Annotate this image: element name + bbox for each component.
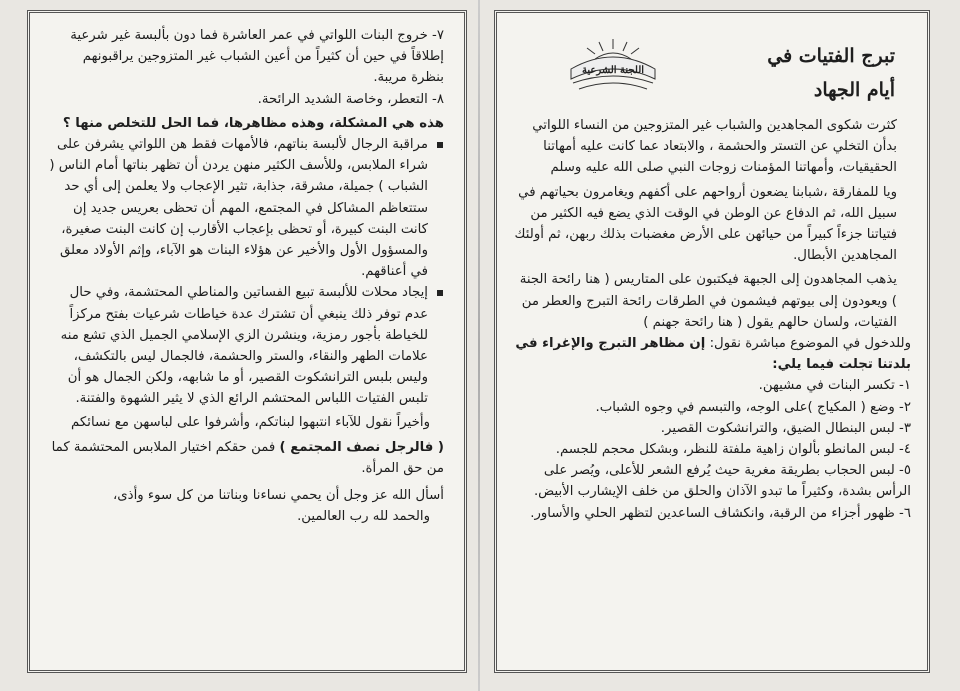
topic-intro: وللدخول في الموضوع مباشرة نقول: [705, 336, 911, 352]
final-line: والحمد لله رب العالمين. [297, 509, 430, 525]
closing-quote-paragraph [48, 437, 444, 479]
cause-item: ٢- وضع ( المكياج )على الوجه، والتبسم في وجوه الشباب. [595, 399, 911, 415]
topic-paragraph [513, 333, 911, 375]
solution-question: هذه هي المشكلة، وهذه مظاهرها، فما الحل للتخلص منها ؟ [62, 115, 444, 131]
solution-item: مراقبة الرجال لألبسة بناتهم، فالأمهات فقط هن اللواتي يشرفن على شراء الملابس، وللأسف الكثير منهن يردن أن تظهر بناتها أمام الناس ( الشباب ) جميلة، مشرقة، جذابة، تثير الإعجاب ولا يعلمن إلى أي حد ستتعاظم المشاكل في المجتمع، المهم أن تحظى بعريس جديد إن كانت البنت كبيرة، أو تحظى بإعجاب الأقارب إن كانت البنت صغيرة، والمسؤول الأول والأخير عن هؤلاء البنات هو الآباء، وإثم الأولاد معلق في أعناقهم. [48, 134, 428, 282]
cause-item: ٦- ظهور أجزاء من الرقبة، وانكشاف الساعدين لتظهر الحلي والأساور. [530, 505, 911, 521]
topic-heading: إن مظاهر التبرج والإغراء في بلدتنا تجلت فيما يلي: [515, 336, 911, 373]
closing-quote-rest: فمن حقكم اختيار الملابس المحتشمة كما من حق المرأة. [51, 439, 444, 477]
page-fold [478, 0, 480, 691]
intro-paragraph: كثرت شكوى المجاهدين والشباب غير المتزوجين من النساء اللواتي بدأن التخلي عن التستر والحشمة ، والابتعاد عما كانت عليه أمهاتنا الحقيقيات، وأمهاتنا المؤمنات زوجات النبي صلى الله عليه وسلم [532, 118, 897, 176]
prayer-line: أسأل الله عز وجل أن يحمي نساءنا وبناتنا من كل سوء وأذى، [112, 488, 444, 504]
cause-item: ٥- لبس الحجاب بطريقة مغرية حيث يُرفع الشعر للأعلى، ويُصر على الرأس بشدة، وكثيراً ما تبدو الآذان والحلق من خلف الإيشارب الأبيض. [533, 463, 911, 500]
left-page [27, 10, 467, 673]
cause-item: ٤- لبس المانطو بألوان زاهية ملفتة للنظر، وبشكل محجم للجسم. [555, 442, 911, 458]
committee-logo-icon [565, 35, 661, 97]
causes-list [513, 375, 911, 523]
cause-item: ١- تكسر البنات في مشيهن. [758, 378, 911, 394]
closing-paragraph: وأخيراً نقول للآباء انتبهوا لبناتكم، وأشرفوا على لباسهن مع نسائكم [71, 414, 430, 430]
page-title-line2: أيام الجهاد [813, 79, 895, 101]
cause-item-8: ٨- التعطر، وخاصة الشديد الرائحة. [257, 91, 444, 107]
front-paragraph: يذهب المجاهدون إلى الجبهة فيكتبون على المتاريس ( هنا رائحة الجنة ) ويعودون إلى بيوتهم فيشمون في الطرقات رائحة التبرج والعطر من الفتيات، ولسان حالهم يقول ( هنا رائحة جهنم ) [519, 272, 897, 330]
cause-item: ٣- لبس البنطال الضيق، والترانشكوت القصير. [660, 420, 911, 436]
page-header [513, 27, 911, 115]
logo-text: اللجنة الشرعية [581, 65, 645, 76]
right-page [494, 10, 930, 673]
solution-item: إيجاد محلات للألبسة تبيع الفساتين والمناطي المحتشمة، وفي حال عدم توفر ذلك ينبغي أن تشترك عدة خياطات شرعيات بفتح مركزاً للخياطة بأجور رمزية، وينشرن الزي الإسلامي الجميل الذي تشع منه علامات الطهر والنقاء، والستر والحشمة، فالجمال ليس بالتكشف، وليس بلبس الترانشكوت القصير، أو ما شابهه، ولكن الجمال هو أن تلبس الفتيات اللباس المحتشم الرائع الذي لا يثير الشهوة والفتنة. [48, 282, 428, 409]
cause-item-7: ٧- خروج البنات اللواتي في عمر العاشرة فما دون بألبسة غير شرعية إطلاقاً في حين أن كثيراً من أعين الشباب غير المتزوجين يراقبونهم بنظرة مريبة. [70, 28, 444, 86]
paradox-paragraph: ويا للمفارقة ،شبابنا يضعون أرواحهم على أكفهم ويغامرون بحياتهم في سبيل الله، ثم الدفاع عن الوطن في الوقت الذي يضع فيه الكثير من فتياتنا جزءاً كبيراً من حيائهن على الأرض مغضبات بذلك ربهن، ثم أولئك المجاهدين الأبطال. [514, 184, 897, 264]
solutions-list [48, 134, 444, 410]
closing-quote: ( فالرجل نصف المجتمع ) [279, 439, 444, 455]
page-title-line1: تبرج الفتيات في [767, 45, 895, 67]
